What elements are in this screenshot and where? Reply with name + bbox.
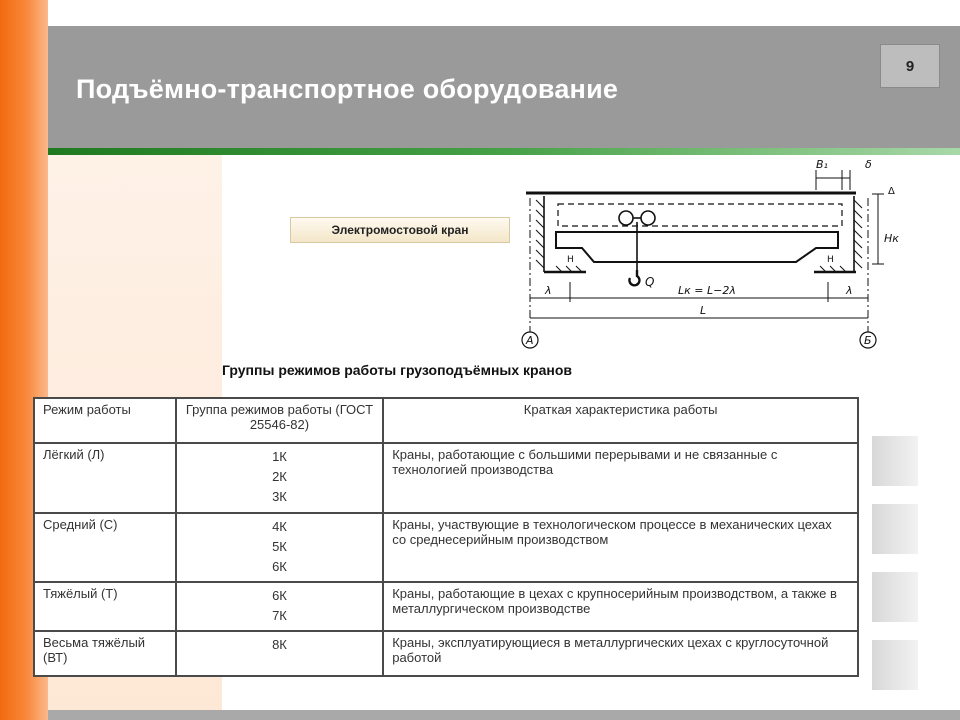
bottom-bar bbox=[48, 710, 960, 720]
group-cell bbox=[176, 443, 383, 513]
header-description: Краткая характеристика работы bbox=[383, 398, 858, 443]
crane-label: Электромостовой кран bbox=[290, 217, 510, 243]
side-tab bbox=[872, 504, 918, 554]
height-label: Hк bbox=[884, 232, 899, 245]
table-row bbox=[34, 513, 858, 582]
table-row bbox=[34, 631, 858, 676]
hook-icon bbox=[629, 270, 639, 285]
side-tab bbox=[872, 572, 918, 622]
lambda-left-label: λ bbox=[545, 284, 552, 297]
table-row bbox=[34, 582, 858, 631]
group-value: 7К bbox=[272, 608, 287, 623]
group-cell bbox=[176, 631, 383, 676]
side-tab bbox=[872, 436, 918, 486]
description-cell: Краны, эксплуатирующиеся в металлургических цехах с круглосуточной работой bbox=[383, 631, 858, 676]
axis-label-b: Б bbox=[864, 334, 872, 347]
trolley-wheel bbox=[641, 211, 655, 225]
group-cell bbox=[176, 513, 383, 582]
delta-label: δ bbox=[865, 158, 872, 171]
b1-label: B₁ bbox=[816, 158, 828, 171]
mode-cell: Лёгкий (Л) bbox=[34, 443, 176, 513]
description-cell: Краны, участвующие в технологическом процессе в механических цехах со среднесерийным производством bbox=[383, 513, 858, 582]
span-length-label: L bbox=[700, 304, 707, 317]
page-number-badge: 9 bbox=[880, 44, 940, 88]
axis-label-a: A bbox=[526, 334, 534, 347]
side-tab bbox=[872, 640, 918, 690]
mode-cell: Средний (С) bbox=[34, 513, 176, 582]
table-title: Группы режимов работы грузоподъёмных кранов bbox=[222, 362, 572, 378]
group-cell bbox=[176, 582, 383, 631]
group-value: 5К bbox=[272, 539, 287, 554]
mode-cell: Весьма тяжёлый (ВТ) bbox=[34, 631, 176, 676]
page-title: Подъёмно-транспортное оборудование bbox=[76, 74, 619, 104]
table-row bbox=[34, 443, 858, 513]
mode-cell: Тяжёлый (Т) bbox=[34, 582, 176, 631]
rail-mark-left: H bbox=[567, 255, 574, 265]
description-cell: Краны, работающие с большими перерывами и не связанные с технологией производства bbox=[383, 443, 858, 513]
crane-diagram bbox=[516, 150, 916, 360]
group-value: 1К bbox=[272, 449, 287, 464]
header-mode: Режим работы bbox=[34, 398, 176, 443]
description-cell: Краны, работающие в цехах с крупносерийным производством, а также в металлургическом производстве bbox=[383, 582, 858, 631]
rail-mark-right: H bbox=[827, 255, 834, 265]
group-value: 4К bbox=[272, 519, 287, 534]
header-group: Группа режимов работы (ГОСТ 25546-82) bbox=[176, 398, 383, 443]
group-value: 3К bbox=[272, 489, 287, 504]
group-value: 6К bbox=[272, 588, 287, 603]
group-value: 2К bbox=[272, 469, 287, 484]
trolley-wheel bbox=[619, 211, 633, 225]
bridge-girder bbox=[556, 232, 838, 262]
gap-label: Δ bbox=[888, 186, 895, 197]
group-value: 6К bbox=[272, 559, 287, 574]
group-value: 8К bbox=[272, 637, 287, 652]
table-header-row bbox=[34, 398, 858, 443]
lambda-right-label: λ bbox=[846, 284, 853, 297]
lk-formula-label: Lк = L−2λ bbox=[678, 284, 736, 297]
trolley-outline bbox=[558, 204, 842, 226]
load-label: Q bbox=[645, 275, 655, 289]
regimes-table bbox=[33, 397, 859, 677]
